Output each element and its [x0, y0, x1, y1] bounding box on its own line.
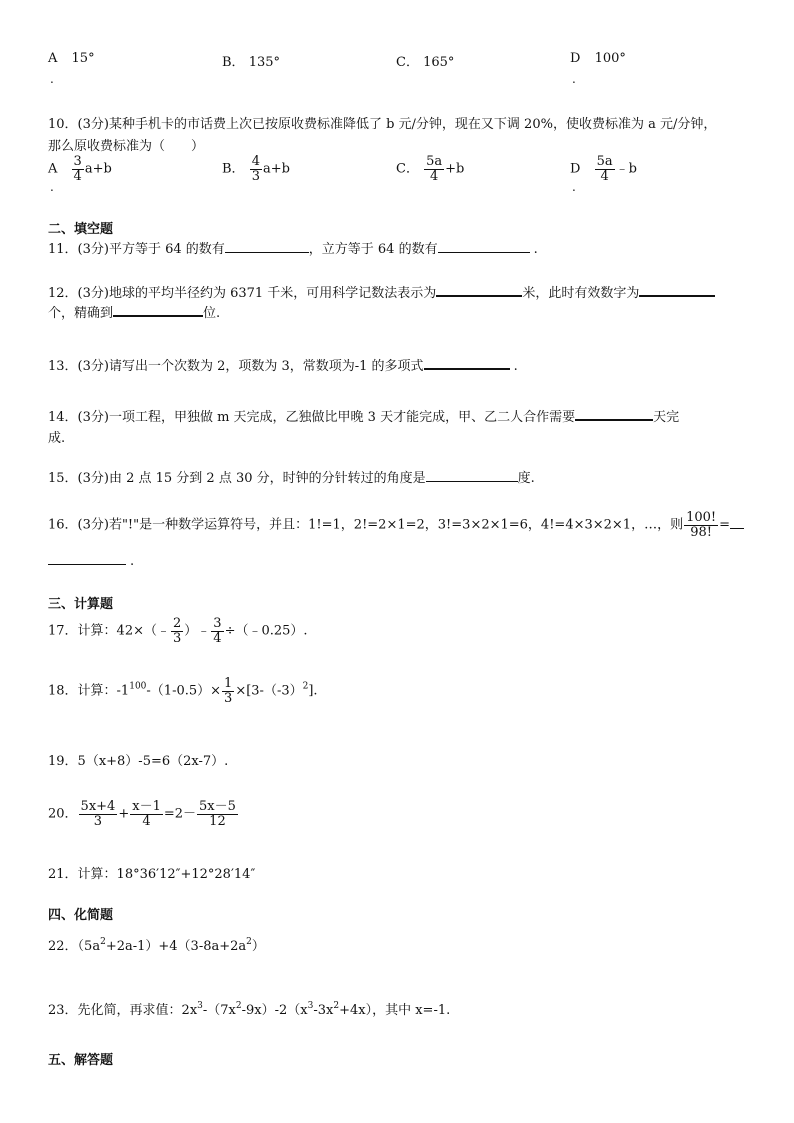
q18-end: ].: [308, 683, 318, 699]
q13-end: .: [513, 359, 518, 374]
q9-a-dot: .: [50, 72, 54, 86]
q20-fraction-1: [79, 800, 118, 828]
q18-den: 3: [224, 690, 233, 706]
q16-line2: [48, 552, 134, 569]
q10-c-fraction: [424, 155, 444, 183]
q10-c-den: 4: [429, 168, 439, 184]
q10-b-fraction: [250, 155, 262, 183]
q10-d-fraction: [595, 155, 615, 183]
q10-b-label: B．: [222, 161, 245, 177]
q18-exp: 100: [129, 681, 147, 692]
q10-a-tail: a+b: [84, 161, 112, 177]
q20-fraction-2: [130, 800, 163, 828]
q17: [48, 617, 308, 645]
q10-b-num: 4: [251, 154, 260, 169]
section-simplify-title: 四、化简题: [48, 908, 114, 923]
q17-den2: 4: [213, 630, 222, 646]
q17-num2: 3: [213, 616, 222, 631]
q17-fraction-2: [211, 617, 223, 645]
q13-blank[interactable]: [424, 356, 510, 370]
q10-line2: 那么原收费标准为（ ）: [48, 139, 205, 154]
q14-line2: 成.: [48, 431, 66, 446]
q13-text: 13．(3分)请写出一个次数为 2，项数为 3，常数项为-1 的多项式: [48, 359, 424, 374]
q18-pre: 18．计算：-1: [48, 683, 130, 699]
q15-blank[interactable]: [426, 469, 518, 482]
q9-c-value: 165°: [423, 55, 455, 70]
q22-e1: 2: [100, 937, 106, 947]
q10-d-den: 4: [600, 168, 609, 184]
q17-num1: 2: [172, 616, 182, 631]
q20-d2: 4: [142, 813, 151, 829]
q20-n2: x－1: [132, 799, 161, 814]
q9-d-dot: .: [572, 72, 576, 86]
q23-p4: -3x: [313, 1003, 334, 1018]
q16-line1: [48, 511, 744, 539]
q20-d3: 12: [209, 813, 226, 829]
q23-e1: 3: [197, 1001, 203, 1011]
q15-text: 15．(3分)由 2 点 15 分到 2 点 30 分，时钟的分针转过的角度是: [48, 471, 426, 486]
q20-d1: 3: [93, 813, 103, 829]
q10-a-dot: .: [50, 180, 54, 194]
q16-den: 98!: [690, 524, 712, 540]
q10-option-b: [222, 155, 290, 183]
q9-option-c: [396, 51, 454, 70]
q12-part1: 12．(3分)地球的平均半径约为 6371 千米，可用科学记数法表示为: [48, 286, 437, 301]
q10-c-num: 5a: [426, 154, 443, 169]
q10-option-a: [48, 155, 112, 183]
q16-eq: =: [719, 517, 731, 533]
q14-tail: 天完: [653, 410, 680, 425]
q10-a-letter: A: [48, 161, 58, 177]
q22-e2: 2: [246, 937, 252, 947]
q12-part2: 米，此时有效数字为: [522, 286, 640, 301]
q12-blank-3[interactable]: [113, 303, 203, 317]
q18-num: 1: [224, 676, 233, 691]
q9-b-value: 135°: [248, 55, 281, 70]
q9-option-d: [570, 51, 626, 66]
q12-line2: [48, 302, 220, 321]
q23-e3: 3: [307, 1001, 314, 1011]
q10-a-num: 3: [73, 154, 82, 169]
q17-post: ÷（﹣0.25）.: [224, 623, 308, 639]
q22-p3: ）: [251, 939, 265, 954]
q15-end: 度.: [517, 471, 535, 486]
q16-fraction: [684, 511, 718, 539]
q10-d-letter: D: [570, 161, 581, 177]
q11-part1: 11．(3分)平方等于 64 的数有: [48, 242, 225, 257]
section-calculation-title: 三、计算题: [48, 597, 114, 612]
q13: [48, 355, 518, 374]
q9-d-value: 100°: [594, 51, 626, 66]
q10-a-fraction: [72, 155, 84, 183]
q12-line2-b: 位.: [203, 306, 221, 321]
q11-end: .: [533, 242, 538, 257]
q11-blank-1[interactable]: [225, 240, 309, 253]
section-fill-in-title: 二、填空题: [48, 222, 114, 237]
section-answer-title: 五、解答题: [48, 1053, 114, 1068]
q23-e2: 2: [235, 1001, 242, 1011]
q20-fraction-3: [197, 800, 238, 828]
q10-c-label: C．: [396, 161, 419, 177]
q21: 21．计算：18°36′12″+12°28′14″: [48, 867, 256, 882]
q17-fraction-1: [171, 617, 183, 645]
q10-d-tail: ﹣b: [615, 161, 637, 177]
q16-num: 100!: [686, 510, 717, 525]
q10-d-num: 5a: [596, 154, 613, 169]
q16-end: .: [130, 554, 135, 569]
q16-blank[interactable]: [48, 552, 126, 565]
q9-b-label: B．: [222, 55, 245, 70]
q16-text: 16．(3分)若"!"是一种数学运算符号，并且：1!=1，2!=2×1=2，3!=3×2×1=6，4!=4×3×2×1，…，则: [48, 517, 684, 533]
q23-p3: -9x）-2（x: [241, 1003, 308, 1018]
q9-a-letter: A: [48, 51, 58, 66]
q9-option-a: [48, 51, 95, 66]
q10-option-c: [396, 155, 464, 183]
q18-mid: -（1-0.5）×: [146, 683, 222, 699]
q17-mid: ）﹣: [184, 623, 211, 639]
q18-post: ×[3-（-3）: [235, 683, 303, 699]
q19: 19．5（x+8）-5=6（2x-7）.: [48, 754, 229, 769]
q14-blank[interactable]: [575, 407, 653, 421]
q20: [48, 800, 239, 828]
q20-n3: 5x－5: [199, 799, 236, 814]
q22-p1: 22．（5a: [48, 939, 101, 954]
q9-d-letter: D: [570, 51, 581, 66]
q20-plus: +: [118, 806, 130, 822]
q23-p5: +4x），其中 x=-1.: [339, 1003, 451, 1018]
q18: [48, 677, 318, 705]
q12-blank-1[interactable]: [436, 283, 522, 297]
q14-text: 14．(3分)一项工程，甲独做 m 天完成，乙独做比甲晚 3 天才能完成，甲、乙二人合作需要: [48, 410, 576, 425]
q10-line1: 10．(3分)某种手机卡的市话费上次已按原收费标准降低了 b 元/分钟，现在又下调 20%，使收费标准为 a 元/分钟，: [48, 117, 717, 132]
q23-p1: 23．先化简，再求值：2x: [48, 1003, 198, 1018]
q20-n1: 5x+4: [80, 799, 116, 814]
q11-part2: ，立方等于 64 的数有: [308, 242, 438, 257]
q10-a-den: 4: [73, 168, 82, 184]
q9-c-label: C．: [396, 55, 419, 70]
q18-exp2: 2: [302, 681, 309, 692]
q11-blank-2[interactable]: [438, 240, 530, 253]
q12-line1: [48, 282, 715, 301]
q20-eq: =2－: [163, 806, 197, 822]
q12-line2-a: 个，精确到: [48, 306, 114, 321]
q23-p2: -（7x: [202, 1003, 236, 1018]
q23-e4: 2: [333, 1001, 340, 1011]
q22-p2: +2a-1）+4（3-8a+2a: [105, 939, 247, 954]
q10-b-den: 3: [251, 168, 260, 184]
q22: [48, 935, 265, 954]
q16-blank-start[interactable]: [730, 516, 744, 529]
q11: [48, 238, 538, 257]
q9-a-value: 15°: [71, 51, 95, 66]
q17-pre: 17．计算：42×（﹣: [48, 623, 170, 639]
q18-fraction: [222, 677, 234, 705]
q9-option-b: [222, 51, 280, 70]
q12-blank-2[interactable]: [639, 283, 715, 297]
q10-option-d: [570, 155, 637, 183]
q10-c-tail: +b: [445, 161, 465, 177]
q20-label: 20．: [48, 806, 78, 822]
q23: [48, 999, 450, 1018]
q14-line1: [48, 406, 679, 425]
q17-den1: 3: [172, 630, 182, 646]
q10-b-tail: a+b: [262, 161, 290, 177]
q15: [48, 467, 535, 486]
q10-d-dot: .: [572, 180, 576, 194]
